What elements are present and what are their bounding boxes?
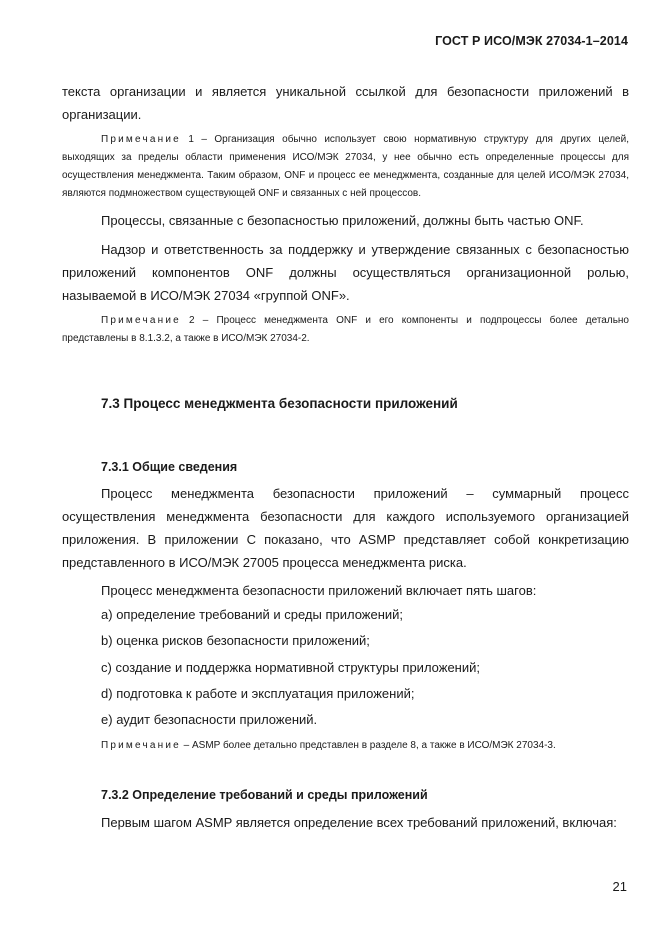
list-text: аудит безопасности приложений. [116,712,318,727]
list-marker: b) [101,633,113,648]
note-3-text: – ASMP более детально представлен в разделе 8, а также в ИСО/МЭК 27034-3. [180,740,556,751]
list-text: определение требований и среды приложений; [116,607,404,622]
paragraph-asmp-definition: Процесс менеджмента безопасности приложений – суммарный процесс осуществления менеджмента безопасности для каждого используемого организацией приложения. В приложении С показано, что ASMP представляет собой конкретизацию представленного в ИСО/МЭК 27005 процесса менеджмента риска. [62,486,629,570]
paragraph-first-step: Первым шагом ASMP является определение всех требований приложений, включая: [101,815,617,830]
note-3-label: Примечание [101,740,181,751]
note-1-text: 1 – Организация обычно использует свою нормативную структуру для других целей, выходящих за пределы области применения ИСО/МЭК 27034, у нее обычно есть определенные процессы для осуществления менеджмента. Таким образом, ONF и процесс ее менеджмента, созданные для целей ИСО/МЭК 27034, являются подмножеством существующей ONF и связанных с ней процессов. [62,134,629,199]
list-item [101,603,403,626]
list-marker: a) [101,607,113,622]
section-heading-7-3-1: 7.3.1 Общие сведения [101,460,238,474]
list-item [101,629,370,652]
note-2-label: Примечание [101,315,181,326]
list-item [101,708,317,731]
paragraph-five-steps: Процесс менеджмента безопасности приложений включает пять шагов: [101,583,537,598]
continued-paragraph: текста организации и является уникальной ссылкой для безопасности приложений в организации. [62,84,629,122]
page-number: 21 [612,879,627,894]
list-text: создание и поддержка нормативной структуры приложений; [115,660,480,675]
note-2 [62,312,629,348]
list-marker: c) [101,660,112,675]
list-text: подготовка к работе и эксплуатация приложений; [116,686,415,701]
section-heading-7-3-2: 7.3.2 Определение требований и среды приложений [101,788,428,802]
list-text: оценка рисков безопасности приложений; [116,633,370,648]
note-1 [62,131,629,203]
list-marker: e) [101,712,113,727]
section-heading-7-3: 7.3 Процесс менеджмента безопасности приложений [101,396,458,411]
paragraph-oversight: Надзор и ответственность за поддержку и утверждение связанных с безопасностью приложений компонентов ONF должны осуществляться организационной ролью, называемой в ИСО/МЭК 27034 «группой ONF». [62,242,629,303]
note-1-label: Примечание [101,134,181,145]
list-item [101,656,480,679]
paragraph-processes: Процессы, связанные с безопасностью приложений, должны быть частью ONF. [101,213,584,228]
note-3 [101,737,629,755]
note-2-text: 2 – Процесс менеджмента ONF и его компоненты и подпроцессы более детально представлены в 8.1.3.2, а также в ИСО/МЭК 27034-2. [62,315,629,344]
list-item [101,682,414,705]
list-marker: d) [101,686,113,701]
document-header: ГОСТ Р ИСО/МЭК 27034-1–2014 [435,34,628,48]
